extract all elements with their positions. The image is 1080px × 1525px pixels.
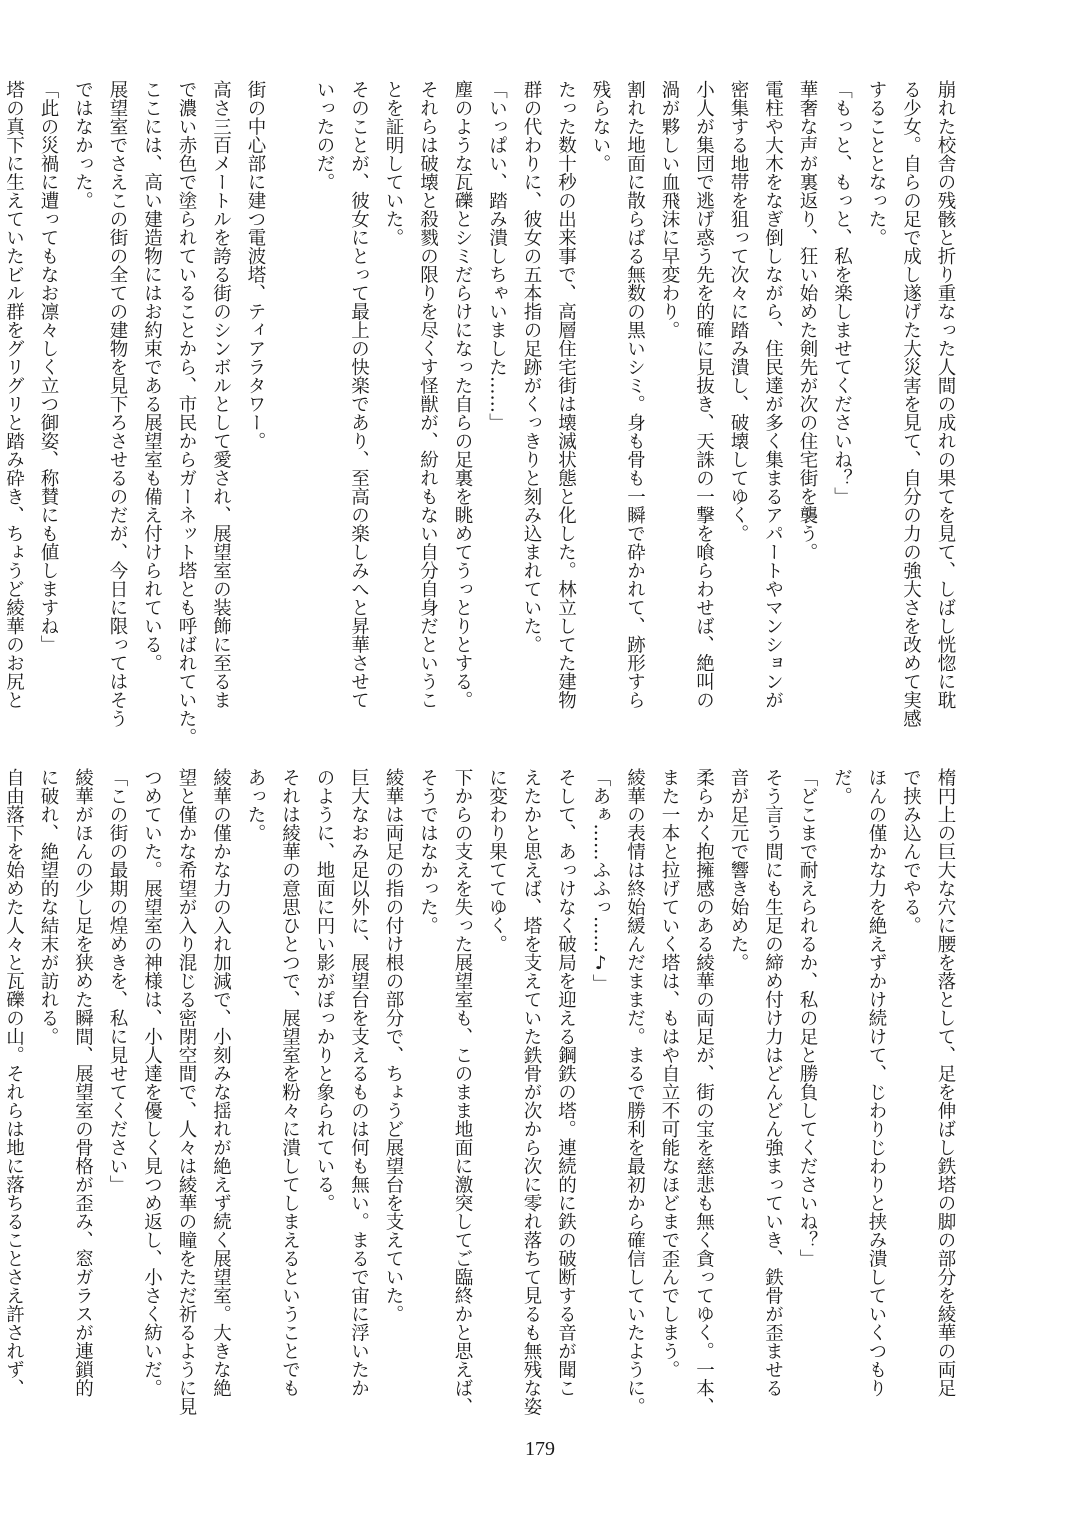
text-line: 展望室でさえこの街の全ての建物を見下ろさせるのだが、今日に限ってはそう bbox=[107, 80, 128, 728]
text-line: 「いっぱい、踏み潰しちゃいました……」 bbox=[486, 80, 508, 432]
text-line: 望と僅かな希望が入り混じる密閉空間で、人々は綾華の瞳をただ祈るように見 bbox=[176, 768, 197, 1416]
text-line: 残らない。 bbox=[590, 80, 611, 173]
text-line: 小人が集団で逃げ惑う先を的確に見抜き、天誅の一撃を喰らわせば、絶叫の bbox=[693, 80, 715, 709]
text-line: 綾華がほんの少し足を狭めた瞬間、展望室の骨格が歪み、窓ガラスが連鎖的 bbox=[72, 768, 94, 1397]
text-line: 綾華の僅かな力の入れ加減で、小刻みな揺れが絶えず続く展望室。大きな絶 bbox=[210, 768, 232, 1397]
text-line: とを証明していた。 bbox=[383, 80, 404, 247]
text-line: 綾華は両足の指の付け根の部分で、ちょうど展望台を支えていた。 bbox=[383, 768, 404, 1323]
text-line: つめていた。展望室の神様は、小人達を優しく見つめ返し、小さく紡いだ。 bbox=[141, 768, 163, 1397]
text-line: 「もっと、もっと、私を楽しませてくださいね？」 bbox=[831, 80, 853, 506]
text-line: 巨大なおみ足以外に、展望台を支えるものは何も無い。まるで宙に浮いたか bbox=[348, 768, 370, 1397]
text-line: 街の中心部に建つ電波塔、ティアラタワー。 bbox=[245, 80, 266, 450]
text-line: 下からの支えを失った展望室も、このまま地面に激突してご臨終かと思えば、 bbox=[452, 768, 473, 1416]
text-line: ほんの僅かな力を絶えずかけ続けて、じわりじわりと挟み潰していくつもり bbox=[866, 768, 887, 1397]
lower-text-block bbox=[3, 768, 962, 1436]
text-line: たった数十秒の出来事で、高層住宅街は壊滅状態と化した。林立してた建物 bbox=[555, 80, 577, 709]
text-line: だ。 bbox=[831, 768, 853, 805]
text-line: そうではなかった。 bbox=[417, 768, 439, 935]
text-line: することとなった。 bbox=[866, 80, 887, 247]
text-line: 高さ三百メートルを誇る街のシンボルとして愛され、展望室の装飾に至るま bbox=[210, 80, 232, 709]
text-line: 「どこまで耐えられるか、私の足と勝負してくださいね？」 bbox=[797, 768, 818, 1268]
text-line: それらは破壊と殺戮の限りを尽くす怪獣が、紛れもない自分自身だというこ bbox=[417, 80, 439, 709]
text-line: に破れ、絶望的な結末が訪れる。 bbox=[38, 768, 59, 1046]
text-line: 自由落下を始めた人々と瓦礫の山。それらは地に落ちることさえ許されず、 bbox=[3, 768, 25, 1397]
text-line: 楕円上の巨大な穴に腰を落として、足を伸ばし鉄塔の脚の部分を綾華の両足 bbox=[935, 768, 956, 1397]
text-line: のように、地面に円い影がぽっかりと象られている。 bbox=[314, 768, 335, 1212]
text-line: で濃い赤色で塗られていることから、市民からガーネット塔とも呼ばれていた。 bbox=[176, 80, 197, 746]
text-line: る少女。自らの足で成し遂げた大災害を見て、自分の力の強大さを改めて実感 bbox=[900, 80, 922, 728]
text-line: 密集する地帯を狙って次々に踏み潰し、破壊してゆく。 bbox=[728, 80, 749, 543]
text-line: 割れた地面に散らばる無数の黒いシミ。身も骨も一瞬で砕かれて、跡形すら bbox=[624, 80, 646, 709]
text-line: 渦が夥しい血飛沫に早変わり。 bbox=[659, 80, 680, 339]
text-line: そう言う間にも生足の締め付け力はどんどん強まっていき、鉄骨が歪ませる bbox=[762, 768, 784, 1397]
text-line: 群の代わりに、彼女の五本指の足跡がくっきりと刻み込まれていた。 bbox=[521, 80, 542, 654]
text-line: 塵のような瓦礫とシミだらけになった自らの足裏を眺めてうっとりとする。 bbox=[452, 80, 473, 709]
text-line: で挟み込んでやる。 bbox=[900, 768, 922, 935]
text-line: それは綾華の意思ひとつで、展望室を粉々に潰してしまえるということでも bbox=[279, 768, 301, 1397]
text-line: ではなかった。 bbox=[72, 80, 94, 210]
text-line: 音が足元で響き始めた。 bbox=[728, 768, 749, 972]
text-line: あった。 bbox=[245, 768, 266, 842]
text-line: 電柱や大木をなぎ倒しながら、住民達が多く集まるアパートやマンションが bbox=[762, 80, 784, 709]
text-line: 華奢な声が裏返り、狂い始めた剣先が次の住宅街を襲う。 bbox=[797, 80, 818, 561]
text-line: 「この街の最期の煌めきを、私に見せてください」 bbox=[107, 768, 128, 1194]
text-line: いったのだ。 bbox=[314, 80, 335, 191]
text-line: そして、あっけなく破局を迎える鋼鉄の塔。連続的に鉄の破断する音が聞こ bbox=[555, 768, 577, 1397]
text-line bbox=[272, 80, 307, 740]
page-number: 179 bbox=[525, 1438, 555, 1460]
text-line: えたかと思えば、塔を支えていた鉄骨が次から次に零れ落ちて見るも無残な姿 bbox=[521, 768, 542, 1416]
text-line: そのことが、彼女にとって最上の快楽であり、至高の楽しみへと昇華させて bbox=[348, 80, 370, 709]
text-line: 柔らかく抱擁感のある綾華の両足が、街の宝を慈悲も無く貪ってゆく。一本、 bbox=[693, 768, 715, 1416]
text-line: 「此の災禍に遭ってもなお凛々しく立つ御姿、称賛にも値しますね」 bbox=[38, 80, 59, 654]
text-line: 塔の真下に生えていたビル群をグリグリと踏み砕き、ちょうど綾華のお尻と bbox=[3, 80, 25, 709]
text-line: ここには、高い建造物にはお約束である展望室も備え付けられている。 bbox=[141, 80, 163, 672]
text-line: 「あぁ……ふふっ……♪」 bbox=[590, 768, 611, 993]
text-line: に変わり果ててゆく。 bbox=[486, 768, 508, 953]
text-line: 崩れた校舎の残骸と折り重なった人間の成れの果てを見て、しばし恍惚に耽 bbox=[935, 80, 956, 709]
upper-text-block bbox=[3, 80, 962, 746]
text-line: また一本と拉げていく塔は、もはや自立不可能なほどまで歪んでしまう。 bbox=[659, 768, 680, 1379]
text-line: 綾華の表情は終始緩んだままだ。まるで勝利を最初から確信していたように。 bbox=[624, 768, 646, 1416]
